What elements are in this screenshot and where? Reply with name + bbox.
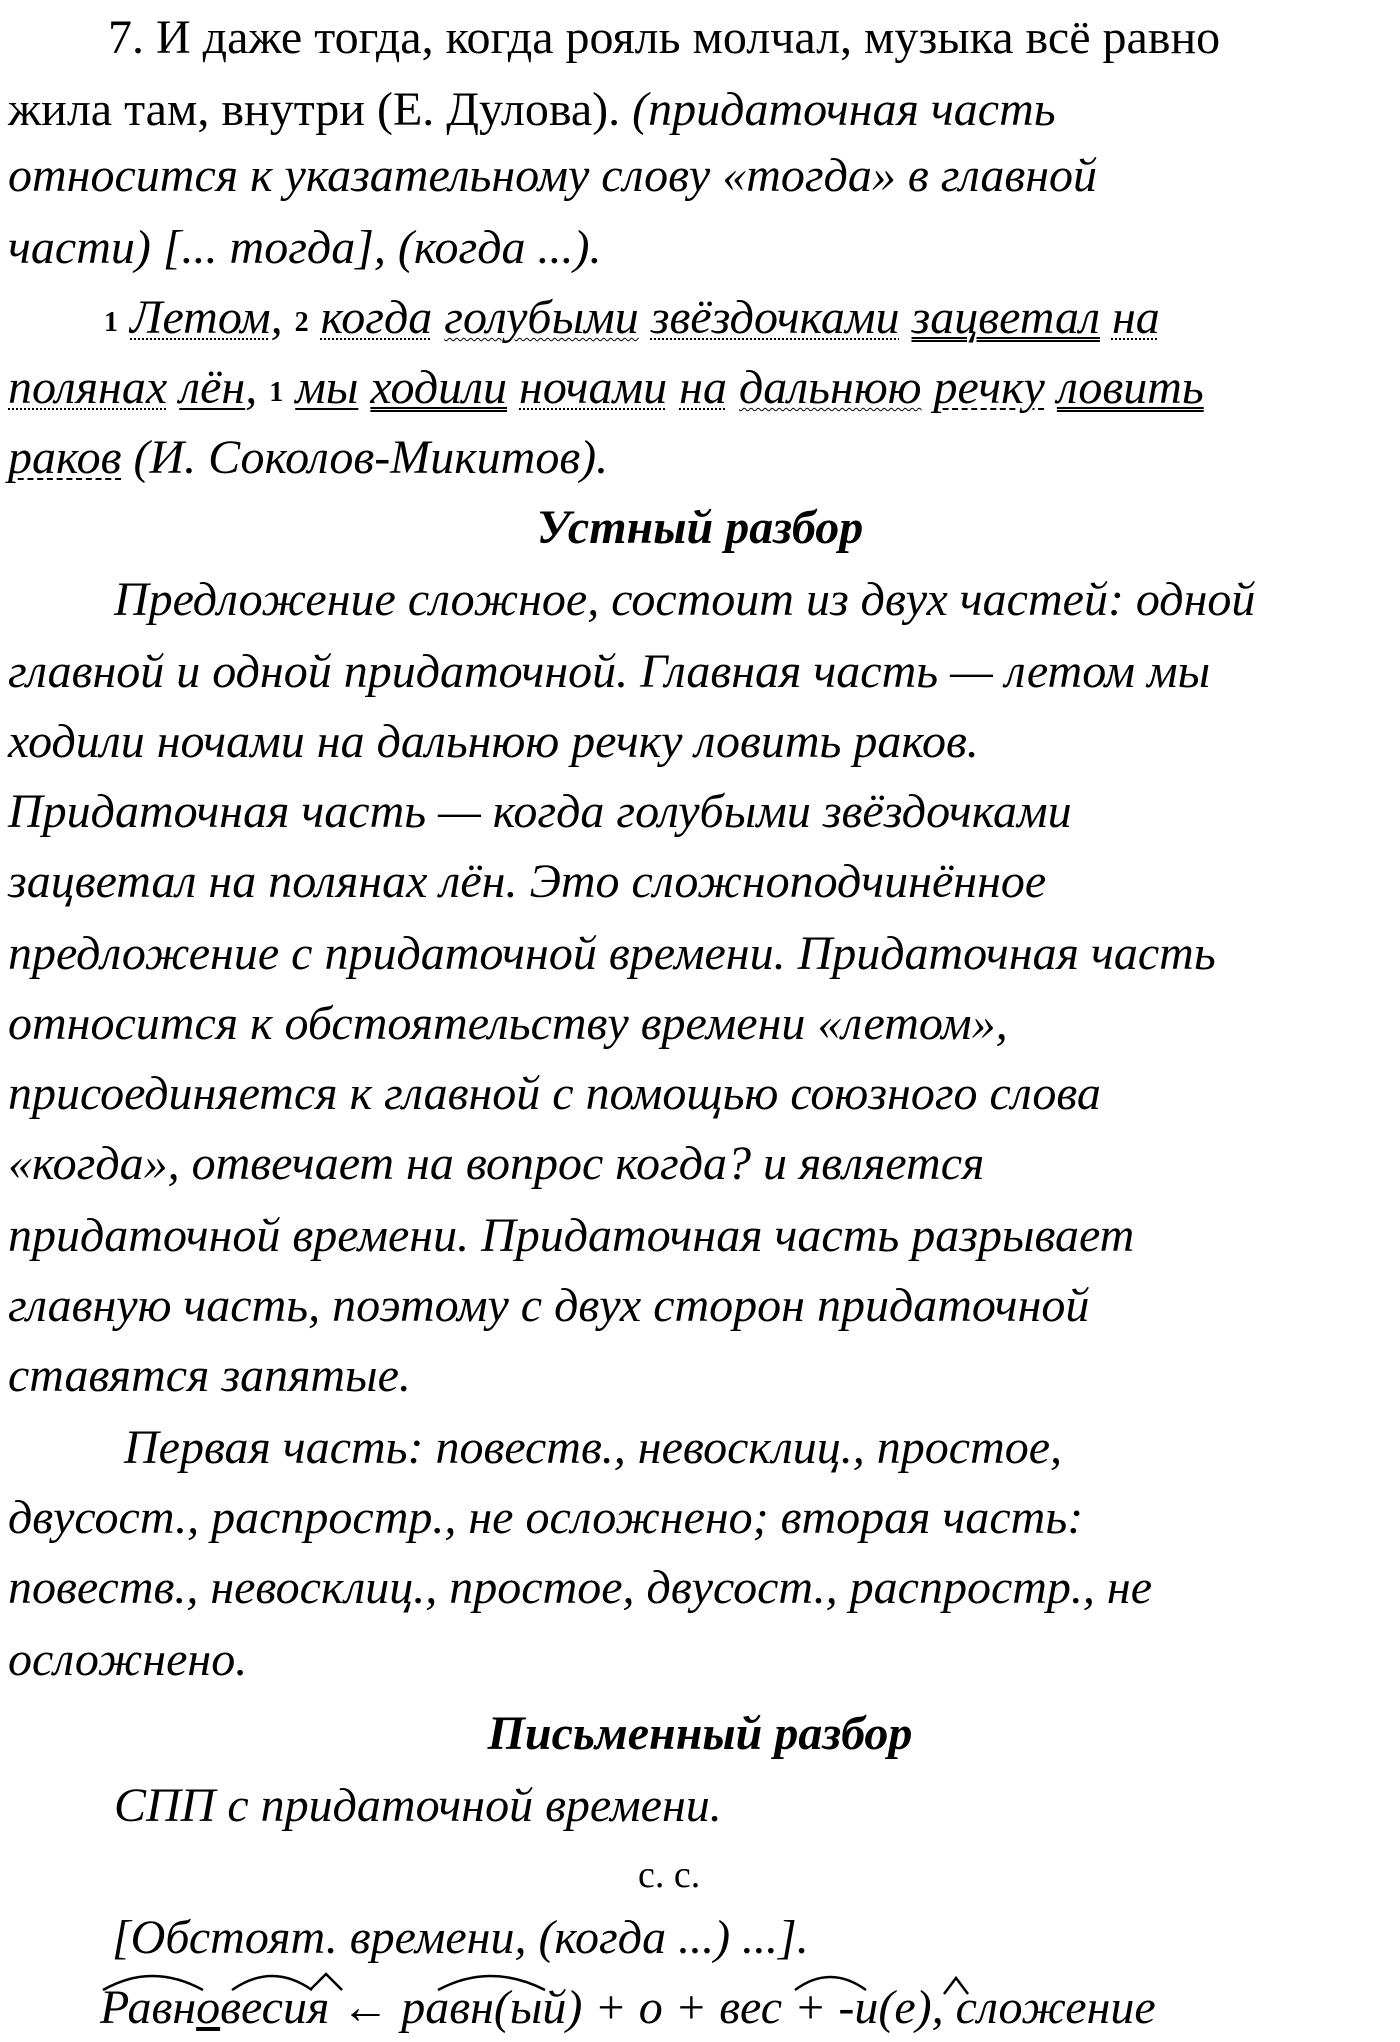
written-type: СПП с придаточной времени. bbox=[114, 1779, 722, 1832]
word-rakov: раков bbox=[8, 431, 122, 484]
example7-line2 bbox=[8, 83, 1056, 136]
oral-line: «когда», отвечает на вопрос когда? и является bbox=[8, 1137, 985, 1190]
oral-para2-line: двусост., распростр., не осложнено; вторая часть: bbox=[8, 1491, 1084, 1544]
word-zacvetal: зацветал bbox=[911, 291, 1100, 344]
oral-line: придаточной времени. Придаточная часть разрывает bbox=[8, 1209, 1135, 1262]
word-letom: Летом bbox=[130, 291, 271, 344]
part-number: 2 bbox=[294, 307, 309, 338]
root-segment: вес bbox=[719, 1981, 782, 2034]
word-polyanah: полянах bbox=[8, 361, 168, 414]
root-segment: Равн bbox=[100, 1981, 197, 2034]
word-na1: на bbox=[1111, 291, 1160, 344]
formula-text: + - bbox=[782, 1981, 855, 2034]
word-lovit: ловить bbox=[1056, 361, 1204, 414]
oral-para2-line: повеств., невосклиц., простое, двусост., распростр., не bbox=[8, 1561, 1153, 1614]
sentence-line1 bbox=[104, 291, 1160, 344]
sentence-source: (И. Соколов-Микитов). bbox=[121, 431, 609, 484]
formula-text: (ый) + о + bbox=[493, 1981, 720, 2034]
word-rechku: речку bbox=[933, 361, 1045, 414]
oral-para2-line: Первая часть: повеств., невосклиц., простое, bbox=[124, 1421, 1063, 1474]
word-len: лён bbox=[179, 361, 246, 414]
part-number: 1 bbox=[104, 307, 118, 338]
oral-para2-line: осложнено. bbox=[8, 1633, 248, 1686]
word-hodili: ходили bbox=[370, 361, 508, 414]
sentence-scheme: [Обстоят. времени, (когда ...) ...]. bbox=[112, 1911, 809, 1964]
example7-line3: относится к указательному слову «тогда» в главной bbox=[8, 149, 1097, 202]
scheme-label: с. с. bbox=[638, 1854, 701, 1896]
oral-line: относится к обстоятельству времени «летом», bbox=[8, 997, 1008, 1050]
example7-line4: части) [... тогда], (когда ...). bbox=[8, 221, 602, 274]
arrow: ← bbox=[329, 1981, 402, 2034]
word-kogda: когда bbox=[320, 291, 433, 344]
oral-line: присоединяется к главной с помощью союзного слова bbox=[8, 1067, 1101, 1120]
oral-line: предложение с придаточной времени. Придаточная часть bbox=[8, 927, 1216, 980]
part-number: 1 bbox=[269, 377, 284, 408]
word-zvezdochkami: звёздочками bbox=[650, 291, 900, 344]
connecting-vowel: о bbox=[196, 1981, 221, 2034]
oral-line: ставятся запятые. bbox=[8, 1349, 411, 1402]
word-my: мы bbox=[295, 361, 359, 414]
sentence-line3 bbox=[8, 431, 609, 484]
oral-line: главную часть, поэтому с двух сторон придаточной bbox=[8, 1279, 1090, 1332]
example7-line2-text: жила там, внутри (Е. Дулова). bbox=[8, 83, 633, 136]
example7-line1: 7. И даже тогда, когда рояль молчал, музыка всё равно bbox=[108, 11, 1221, 64]
word-na2: на bbox=[679, 361, 727, 414]
example7-line2-italic: (придаточная часть bbox=[632, 83, 1056, 136]
formula-text: (е), сложение bbox=[878, 1981, 1156, 2034]
root-segment: вес bbox=[220, 1981, 283, 2034]
oral-line: главной и одной придаточной. Главная часть — летом мы bbox=[8, 645, 1211, 698]
word-dalnyuyu: дальнюю bbox=[738, 361, 922, 414]
word-formation bbox=[100, 1981, 1156, 2034]
oral-line: Придаточная часть — когда голубыми звёздочками bbox=[8, 785, 1072, 838]
comma: , bbox=[245, 361, 270, 414]
oral-line: Предложение сложное, состоит из двух частей: одной bbox=[114, 573, 1256, 626]
word-nochami: ночами bbox=[519, 361, 668, 414]
sentence-line2 bbox=[8, 361, 1204, 414]
word-golubymi: голубыми bbox=[444, 291, 639, 344]
root-segment: равн bbox=[401, 1981, 494, 2034]
oral-line: ходили ночами на дальнюю речку ловить раков. bbox=[8, 715, 979, 768]
oral-line: зацветал на полянах лён. Это сложноподчинённое bbox=[8, 855, 1047, 908]
suffix-segment: и bbox=[854, 1981, 879, 2034]
oral-heading: Устный разбор bbox=[536, 501, 864, 554]
suffix-segment: ия bbox=[282, 1981, 330, 2034]
comma: , bbox=[270, 291, 295, 344]
written-heading: Письменный разбор bbox=[487, 1707, 913, 1760]
